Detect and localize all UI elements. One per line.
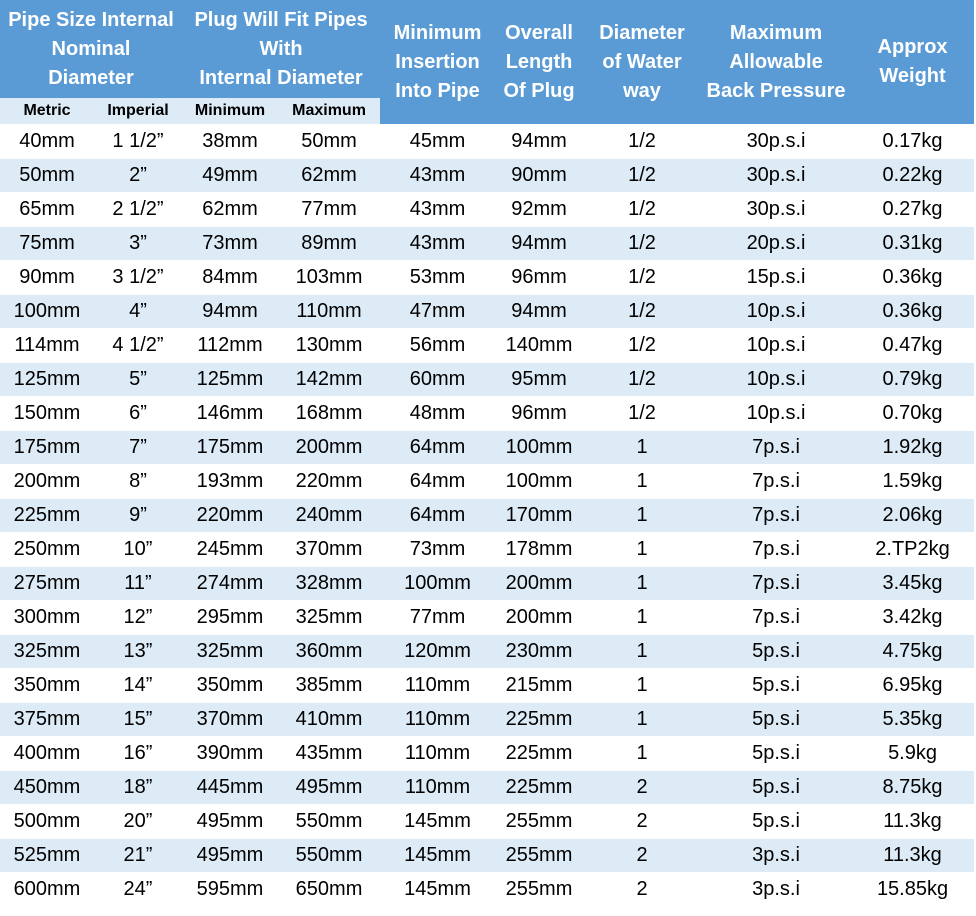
insertion-cell: 48mm	[380, 397, 495, 431]
water-way-cell: 1	[583, 703, 701, 737]
pressure-cell: 5p.s.i	[701, 635, 851, 669]
min-diameter-cell: 495mm	[182, 805, 278, 839]
max-diameter-cell: 325mm	[278, 601, 380, 635]
length-cell: 255mm	[495, 873, 583, 907]
metric-cell: 350mm	[0, 669, 94, 703]
weight-cell: 15.85kg	[851, 873, 974, 907]
max-diameter-cell: 77mm	[278, 193, 380, 227]
pressure-cell: 5p.s.i	[701, 669, 851, 703]
weight-cell: 0.36kg	[851, 261, 974, 295]
weight-cell: 8.75kg	[851, 771, 974, 805]
water-way-cell: 1/2	[583, 397, 701, 431]
pressure-cell: 7p.s.i	[701, 533, 851, 567]
max-diameter-cell: 62mm	[278, 159, 380, 193]
water-way-cell: 2	[583, 873, 701, 907]
weight-cell: 0.27kg	[851, 193, 974, 227]
weight-cell: 11.3kg	[851, 839, 974, 873]
length-cell: 215mm	[495, 669, 583, 703]
imperial-cell: 4”	[94, 295, 182, 329]
insertion-cell: 45mm	[380, 125, 495, 159]
length-cell: 96mm	[495, 261, 583, 295]
water-way-cell: 1	[583, 601, 701, 635]
pressure-cell: 10p.s.i	[701, 397, 851, 431]
pressure-cell: 3p.s.i	[701, 839, 851, 873]
metric-cell: 200mm	[0, 465, 94, 499]
length-cell: 225mm	[495, 703, 583, 737]
min-diameter-cell: 94mm	[182, 295, 278, 329]
insertion-cell: 120mm	[380, 635, 495, 669]
insertion-cell: 56mm	[380, 329, 495, 363]
subheader-imperial: Imperial	[94, 98, 182, 125]
length-cell: 200mm	[495, 601, 583, 635]
max-diameter-cell: 200mm	[278, 431, 380, 465]
weight-cell: 4.75kg	[851, 635, 974, 669]
length-cell: 225mm	[495, 771, 583, 805]
min-diameter-cell: 38mm	[182, 125, 278, 159]
water-way-cell: 1/2	[583, 363, 701, 397]
pressure-cell: 15p.s.i	[701, 261, 851, 295]
min-diameter-cell: 49mm	[182, 159, 278, 193]
metric-cell: 500mm	[0, 805, 94, 839]
length-cell: 230mm	[495, 635, 583, 669]
weight-cell: 6.95kg	[851, 669, 974, 703]
insertion-cell: 47mm	[380, 295, 495, 329]
length-cell: 90mm	[495, 159, 583, 193]
pressure-cell: 7p.s.i	[701, 465, 851, 499]
metric-cell: 450mm	[0, 771, 94, 805]
insertion-cell: 64mm	[380, 499, 495, 533]
imperial-cell: 2 1/2”	[94, 193, 182, 227]
max-diameter-cell: 130mm	[278, 329, 380, 363]
max-diameter-cell: 50mm	[278, 125, 380, 159]
imperial-cell: 15”	[94, 703, 182, 737]
header-plug-fit: Plug Will Fit Pipes With Internal Diameter	[182, 0, 380, 98]
table-header	[0, 0, 974, 125]
metric-cell: 300mm	[0, 601, 94, 635]
min-diameter-cell: 370mm	[182, 703, 278, 737]
weight-cell: 0.17kg	[851, 125, 974, 159]
table-row	[0, 295, 974, 329]
insertion-cell: 53mm	[380, 261, 495, 295]
table-row	[0, 159, 974, 193]
metric-cell: 125mm	[0, 363, 94, 397]
water-way-cell: 1	[583, 635, 701, 669]
min-diameter-cell: 350mm	[182, 669, 278, 703]
insertion-cell: 110mm	[380, 669, 495, 703]
table-body	[0, 125, 974, 907]
metric-cell: 90mm	[0, 261, 94, 295]
imperial-cell: 16”	[94, 737, 182, 771]
water-way-cell: 1/2	[583, 329, 701, 363]
length-cell: 94mm	[495, 125, 583, 159]
min-diameter-cell: 390mm	[182, 737, 278, 771]
table-row	[0, 873, 974, 907]
header-min-insertion: Minimum Insertion Into Pipe	[380, 0, 495, 125]
table-row	[0, 397, 974, 431]
table-row	[0, 363, 974, 397]
table-row	[0, 533, 974, 567]
pressure-cell: 5p.s.i	[701, 805, 851, 839]
max-diameter-cell: 220mm	[278, 465, 380, 499]
min-diameter-cell: 495mm	[182, 839, 278, 873]
length-cell: 92mm	[495, 193, 583, 227]
min-diameter-cell: 193mm	[182, 465, 278, 499]
max-diameter-cell: 103mm	[278, 261, 380, 295]
water-way-cell: 1	[583, 499, 701, 533]
table-row	[0, 227, 974, 261]
pressure-cell: 7p.s.i	[701, 567, 851, 601]
insertion-cell: 145mm	[380, 873, 495, 907]
water-way-cell: 1	[583, 533, 701, 567]
min-diameter-cell: 595mm	[182, 873, 278, 907]
weight-cell: 3.42kg	[851, 601, 974, 635]
water-way-cell: 1	[583, 465, 701, 499]
insertion-cell: 43mm	[380, 159, 495, 193]
pressure-cell: 30p.s.i	[701, 125, 851, 159]
pressure-cell: 20p.s.i	[701, 227, 851, 261]
weight-cell: 0.47kg	[851, 329, 974, 363]
pressure-cell: 5p.s.i	[701, 771, 851, 805]
min-diameter-cell: 62mm	[182, 193, 278, 227]
metric-cell: 400mm	[0, 737, 94, 771]
max-diameter-cell: 650mm	[278, 873, 380, 907]
max-diameter-cell: 142mm	[278, 363, 380, 397]
pressure-cell: 30p.s.i	[701, 159, 851, 193]
table-row	[0, 737, 974, 771]
table-row	[0, 193, 974, 227]
metric-cell: 225mm	[0, 499, 94, 533]
pressure-cell: 10p.s.i	[701, 363, 851, 397]
water-way-cell: 1	[583, 431, 701, 465]
imperial-cell: 9”	[94, 499, 182, 533]
water-way-cell: 1/2	[583, 295, 701, 329]
header-weight: Approx Weight	[851, 0, 974, 125]
min-diameter-cell: 175mm	[182, 431, 278, 465]
imperial-cell: 8”	[94, 465, 182, 499]
water-way-cell: 2	[583, 805, 701, 839]
subheader-minimum: Minimum	[182, 98, 278, 125]
water-way-cell: 1/2	[583, 159, 701, 193]
imperial-cell: 20”	[94, 805, 182, 839]
pressure-cell: 3p.s.i	[701, 873, 851, 907]
length-cell: 255mm	[495, 839, 583, 873]
table-row	[0, 499, 974, 533]
insertion-cell: 73mm	[380, 533, 495, 567]
imperial-cell: 2”	[94, 159, 182, 193]
insertion-cell: 43mm	[380, 227, 495, 261]
max-diameter-cell: 495mm	[278, 771, 380, 805]
max-diameter-cell: 89mm	[278, 227, 380, 261]
table-row	[0, 567, 974, 601]
insertion-cell: 145mm	[380, 805, 495, 839]
max-diameter-cell: 328mm	[278, 567, 380, 601]
weight-cell: 5.35kg	[851, 703, 974, 737]
table-row	[0, 839, 974, 873]
max-diameter-cell: 370mm	[278, 533, 380, 567]
max-diameter-cell: 168mm	[278, 397, 380, 431]
table-row	[0, 125, 974, 159]
imperial-cell: 24”	[94, 873, 182, 907]
pressure-cell: 10p.s.i	[701, 295, 851, 329]
length-cell: 225mm	[495, 737, 583, 771]
weight-cell: 2.TP2kg	[851, 533, 974, 567]
max-diameter-cell: 550mm	[278, 805, 380, 839]
metric-cell: 100mm	[0, 295, 94, 329]
weight-cell: 0.79kg	[851, 363, 974, 397]
water-way-cell: 1	[583, 567, 701, 601]
metric-cell: 250mm	[0, 533, 94, 567]
header-back-pressure: Maximum Allowable Back Pressure	[701, 0, 851, 125]
metric-cell: 150mm	[0, 397, 94, 431]
length-cell: 255mm	[495, 805, 583, 839]
table-row	[0, 771, 974, 805]
metric-cell: 325mm	[0, 635, 94, 669]
header-overall-length: Overall Length Of Plug	[495, 0, 583, 125]
pressure-cell: 7p.s.i	[701, 431, 851, 465]
insertion-cell: 60mm	[380, 363, 495, 397]
table-row	[0, 805, 974, 839]
length-cell: 96mm	[495, 397, 583, 431]
metric-cell: 375mm	[0, 703, 94, 737]
length-cell: 100mm	[495, 431, 583, 465]
table-row	[0, 703, 974, 737]
min-diameter-cell: 445mm	[182, 771, 278, 805]
metric-cell: 114mm	[0, 329, 94, 363]
max-diameter-cell: 110mm	[278, 295, 380, 329]
table-row	[0, 669, 974, 703]
max-diameter-cell: 240mm	[278, 499, 380, 533]
min-diameter-cell: 274mm	[182, 567, 278, 601]
length-cell: 140mm	[495, 329, 583, 363]
max-diameter-cell: 360mm	[278, 635, 380, 669]
pressure-cell: 5p.s.i	[701, 703, 851, 737]
weight-cell: 0.36kg	[851, 295, 974, 329]
imperial-cell: 13”	[94, 635, 182, 669]
table-row	[0, 261, 974, 295]
pressure-cell: 10p.s.i	[701, 329, 851, 363]
metric-cell: 175mm	[0, 431, 94, 465]
insertion-cell: 64mm	[380, 431, 495, 465]
imperial-cell: 3”	[94, 227, 182, 261]
water-way-cell: 1/2	[583, 227, 701, 261]
weight-cell: 0.70kg	[851, 397, 974, 431]
imperial-cell: 3 1/2”	[94, 261, 182, 295]
imperial-cell: 1 1/2”	[94, 125, 182, 159]
imperial-cell: 10”	[94, 533, 182, 567]
weight-cell: 11.3kg	[851, 805, 974, 839]
min-diameter-cell: 220mm	[182, 499, 278, 533]
water-way-cell: 1	[583, 669, 701, 703]
weight-cell: 1.59kg	[851, 465, 974, 499]
length-cell: 94mm	[495, 295, 583, 329]
weight-cell: 2.06kg	[851, 499, 974, 533]
length-cell: 200mm	[495, 567, 583, 601]
pressure-cell: 7p.s.i	[701, 601, 851, 635]
insertion-cell: 110mm	[380, 737, 495, 771]
water-way-cell: 2	[583, 771, 701, 805]
length-cell: 100mm	[495, 465, 583, 499]
imperial-cell: 21”	[94, 839, 182, 873]
length-cell: 94mm	[495, 227, 583, 261]
length-cell: 95mm	[495, 363, 583, 397]
min-diameter-cell: 295mm	[182, 601, 278, 635]
imperial-cell: 5”	[94, 363, 182, 397]
max-diameter-cell: 410mm	[278, 703, 380, 737]
max-diameter-cell: 435mm	[278, 737, 380, 771]
insertion-cell: 145mm	[380, 839, 495, 873]
weight-cell: 0.31kg	[851, 227, 974, 261]
max-diameter-cell: 385mm	[278, 669, 380, 703]
imperial-cell: 4 1/2”	[94, 329, 182, 363]
header-pipe-size: Pipe Size Internal Nominal Diameter	[0, 0, 182, 98]
metric-cell: 65mm	[0, 193, 94, 227]
insertion-cell: 110mm	[380, 771, 495, 805]
metric-cell: 50mm	[0, 159, 94, 193]
weight-cell: 3.45kg	[851, 567, 974, 601]
metric-cell: 40mm	[0, 125, 94, 159]
water-way-cell: 1/2	[583, 125, 701, 159]
imperial-cell: 18”	[94, 771, 182, 805]
length-cell: 170mm	[495, 499, 583, 533]
imperial-cell: 7”	[94, 431, 182, 465]
length-cell: 178mm	[495, 533, 583, 567]
insertion-cell: 100mm	[380, 567, 495, 601]
table-row	[0, 601, 974, 635]
metric-cell: 525mm	[0, 839, 94, 873]
weight-cell: 1.92kg	[851, 431, 974, 465]
water-way-cell: 1	[583, 737, 701, 771]
water-way-cell: 1/2	[583, 261, 701, 295]
min-diameter-cell: 73mm	[182, 227, 278, 261]
imperial-cell: 11”	[94, 567, 182, 601]
table-row	[0, 465, 974, 499]
insertion-cell: 110mm	[380, 703, 495, 737]
min-diameter-cell: 245mm	[182, 533, 278, 567]
imperial-cell: 14”	[94, 669, 182, 703]
header-water-way: Diameter of Water way	[583, 0, 701, 125]
imperial-cell: 6”	[94, 397, 182, 431]
metric-cell: 275mm	[0, 567, 94, 601]
water-way-cell: 2	[583, 839, 701, 873]
insertion-cell: 43mm	[380, 193, 495, 227]
subheader-metric: Metric	[0, 98, 94, 125]
pressure-cell: 5p.s.i	[701, 737, 851, 771]
subheader-maximum: Maximum	[278, 98, 380, 125]
table-row	[0, 329, 974, 363]
insertion-cell: 77mm	[380, 601, 495, 635]
min-diameter-cell: 146mm	[182, 397, 278, 431]
pressure-cell: 7p.s.i	[701, 499, 851, 533]
imperial-cell: 12”	[94, 601, 182, 635]
max-diameter-cell: 550mm	[278, 839, 380, 873]
min-diameter-cell: 84mm	[182, 261, 278, 295]
metric-cell: 600mm	[0, 873, 94, 907]
metric-cell: 75mm	[0, 227, 94, 261]
table-row	[0, 431, 974, 465]
min-diameter-cell: 112mm	[182, 329, 278, 363]
weight-cell: 0.22kg	[851, 159, 974, 193]
min-diameter-cell: 125mm	[182, 363, 278, 397]
insertion-cell: 64mm	[380, 465, 495, 499]
pressure-cell: 30p.s.i	[701, 193, 851, 227]
table-row	[0, 635, 974, 669]
weight-cell: 5.9kg	[851, 737, 974, 771]
min-diameter-cell: 325mm	[182, 635, 278, 669]
water-way-cell: 1/2	[583, 193, 701, 227]
